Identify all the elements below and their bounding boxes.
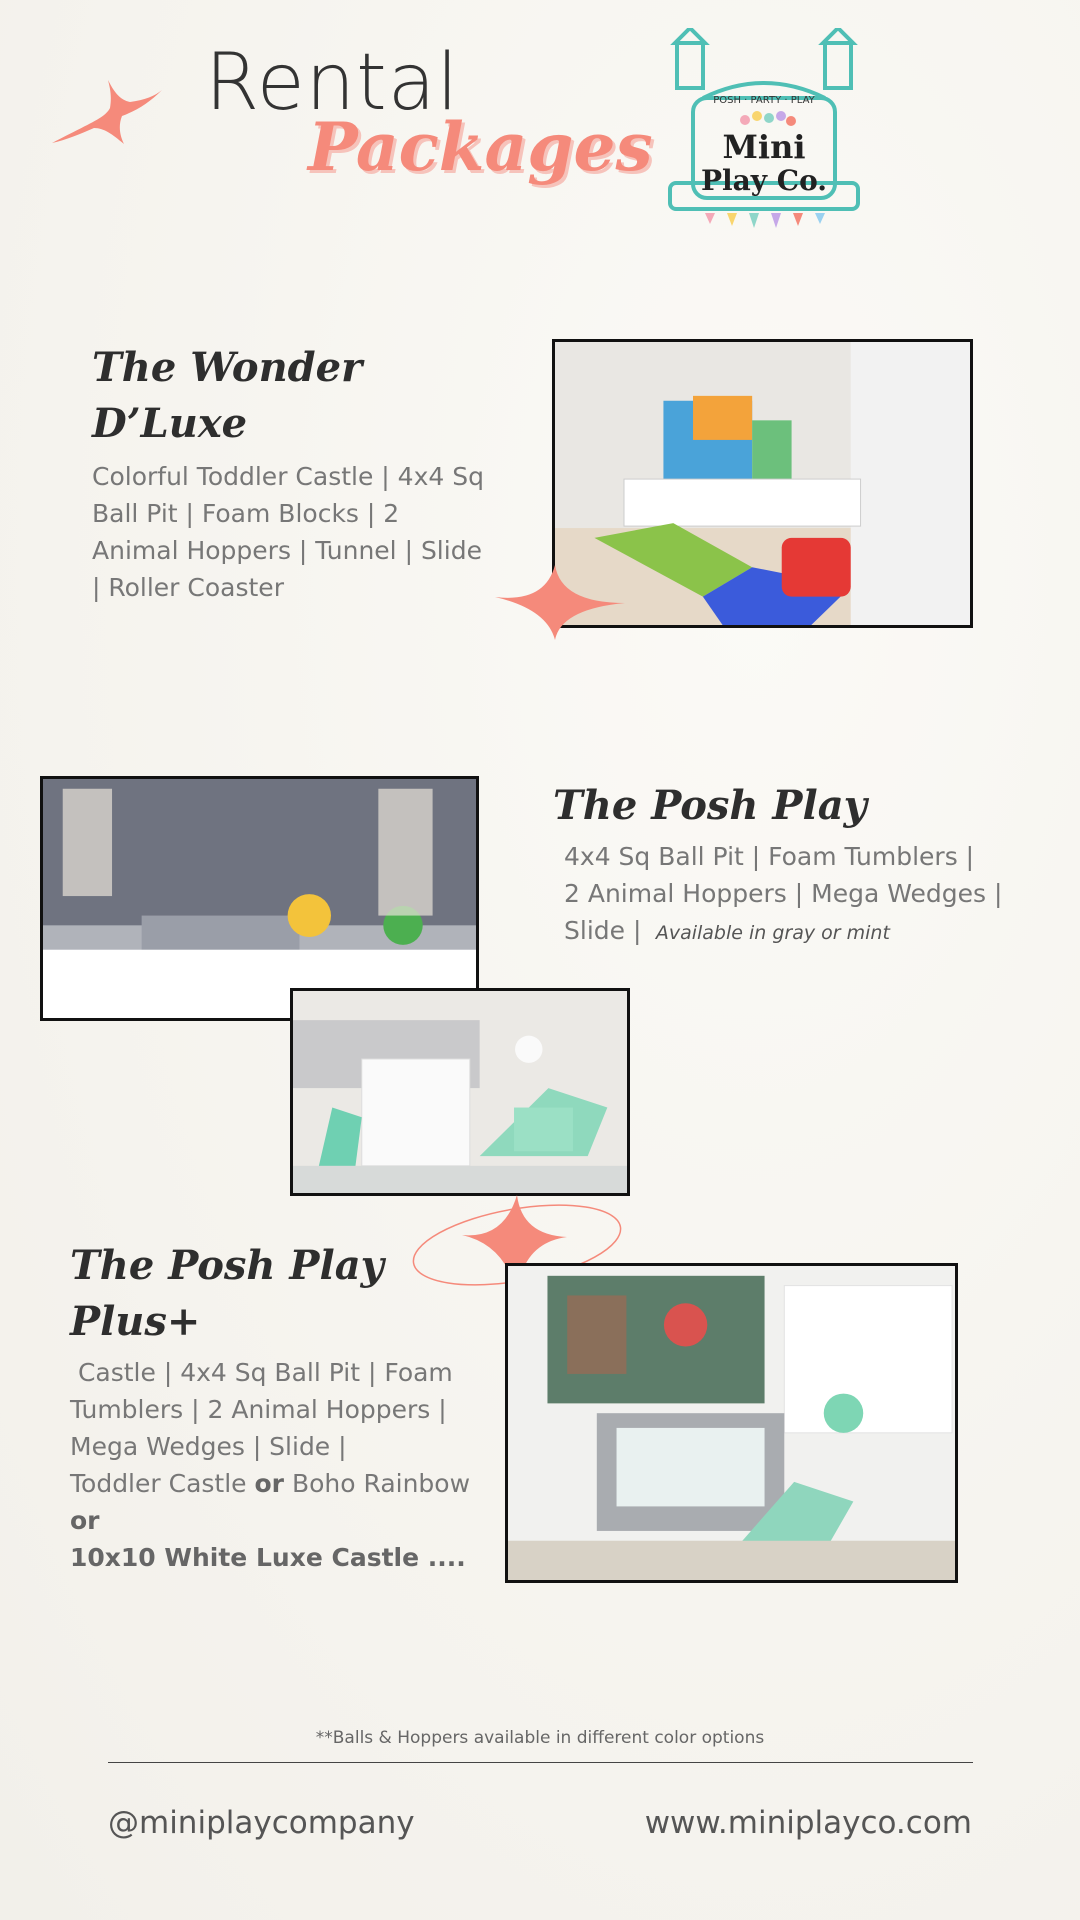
package-title-line1: The Posh Play	[70, 1242, 384, 1289]
sparkle-star-icon	[50, 78, 165, 148]
or-separator: or	[254, 1469, 285, 1498]
logo-name-line1: Mini	[722, 128, 806, 166]
package-title-line2: D’Luxe	[92, 400, 248, 447]
option-toddler-castle: Toddler Castle	[70, 1469, 255, 1498]
package-posh-play-plus	[70, 1238, 490, 1576]
or-separator: or	[70, 1506, 100, 1535]
package-description-line2: Tumblers | 2 Animal Hoppers |	[70, 1395, 447, 1424]
package-description-line1: Castle | 4x4 Sq Ball Pit | Foam	[70, 1358, 453, 1387]
package-description-line5	[70, 1502, 490, 1539]
social-handle[interactable]: @miniplaycompany	[108, 1805, 415, 1841]
package-description-line6	[70, 1539, 490, 1576]
package-title-line1: The Wonder	[92, 344, 363, 391]
package-wonder-dluxe	[92, 340, 492, 606]
sparkle-star-icon	[495, 565, 625, 640]
package-description-line3: Slide |	[564, 916, 642, 945]
option-boho-rainbow: Boho Rainbow	[284, 1469, 471, 1498]
package-color-note: Available in gray or mint	[655, 922, 890, 944]
package-posh-play	[553, 778, 1053, 949]
logo-arc-text: POSH · PARTY · PLAY	[713, 95, 815, 106]
footer-note: **Balls & Hoppers available in different color options	[315, 1728, 765, 1748]
option-white-luxe-castle: 10x10 White Luxe Castle ....	[70, 1543, 466, 1572]
title-packages: Packages	[308, 108, 653, 186]
package-description-line1: 4x4 Sq Ball Pit | Foam Tumblers |	[564, 842, 975, 871]
photo-posh-play-gray	[40, 776, 479, 1021]
photo-posh-play-plus	[505, 1263, 958, 1583]
footer-divider	[108, 1762, 973, 1763]
brand-logo	[665, 28, 880, 243]
title-rental: Rental	[205, 38, 460, 128]
package-title: The Posh Play	[553, 782, 867, 829]
package-description-line4	[70, 1465, 490, 1502]
photo-posh-play-mint	[290, 988, 630, 1196]
package-description-line3: Mega Wedges | Slide |	[70, 1432, 347, 1461]
package-description: Colorful Toddler Castle | 4x4 Sq Ball Pit | Foam Blocks | 2 Animal Hoppers | Tunnel | Slide | Roller Coaster	[92, 462, 484, 602]
logo-name-line2: Play Co.	[700, 164, 828, 197]
package-description-line2: 2 Animal Hoppers | Mega Wedges |	[564, 879, 1003, 908]
website-link[interactable]: www.miniplayco.com	[644, 1805, 972, 1841]
package-title-line2: Plus+	[70, 1298, 201, 1345]
